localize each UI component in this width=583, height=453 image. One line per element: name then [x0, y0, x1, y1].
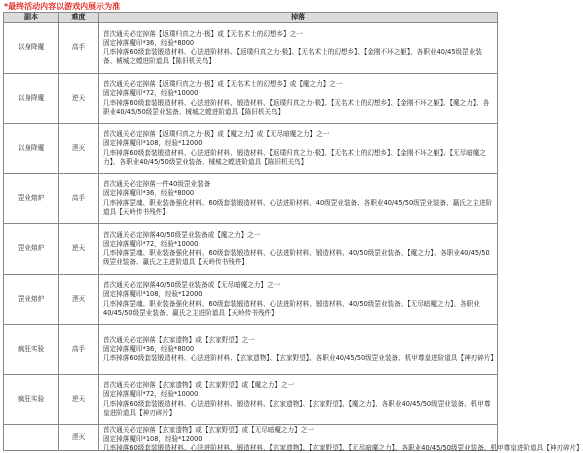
- header-mode: 副本: [4, 13, 59, 23]
- row-difficulty: 湮灭: [59, 425, 99, 451]
- drop-table: [3, 12, 583, 453]
- row-drops: [99, 124, 498, 174]
- table-row: [4, 275, 498, 325]
- drop-line: 几率掉落罡魂、职业装备强化材料、60级套装锻造材料、心法进阶材料、40级罡业装备、各职业40/45/50级罡业装备、赢氏之主进阶道具【天岭传书残件】: [103, 198, 493, 216]
- row-difficulty: 湮灭: [59, 275, 99, 325]
- row-difficulty: 湮灭: [59, 124, 99, 174]
- drop-line: 固定掉落魔印*108，经验*12000: [103, 435, 203, 444]
- row-drops: [99, 74, 498, 124]
- table-row: [4, 124, 498, 174]
- table-row: [4, 375, 498, 425]
- drop-line: 首次通关必定掉落【玄家遗物】或【玄家野望】或【魔之力】之一: [103, 381, 295, 390]
- table-row: [4, 23, 498, 74]
- row-mode: 疯狂实验: [4, 325, 59, 375]
- row-difficulty: 逆天: [59, 224, 99, 275]
- table-row: [4, 224, 498, 275]
- drop-line: 固定掉落魔印*108，经验*12000: [103, 139, 203, 148]
- drop-line: 固定掉落魔印*36，经验*8000: [103, 189, 195, 198]
- row-difficulty: 逆天: [59, 74, 99, 124]
- drop-line: 首次通关必定掉落40/50级罡业装备或【无尽暗魔之力】之一: [103, 281, 281, 290]
- drop-line: 首次通关必定掉落【玄家遗物】或【玄家野望】或【无尽暗魔之力】之一: [103, 426, 314, 434]
- notice-text: *最终活动内容以游戏内展示为准: [4, 2, 121, 11]
- drop-line: 几率掉落60级套装锻造材料、心法进阶材料、【玄家遗物】、【玄家野望】、各职业40/45/50级罡业装备、机甲尊皇进阶道具【神刃碎片】: [103, 354, 498, 363]
- drop-line: 几率掉落60级套装锻造材料、心法进阶材料、锻造材料、【返璞归真之力·极】、【无名术士的幻想乡】、【金刚不坏之躯】、【无尽暗魔之力】、各职业40/45/50级罡业装备、械城之螳进阶道具【陈旧机关鸟】: [103, 148, 487, 166]
- row-drops: [99, 23, 498, 74]
- table-row: [4, 174, 498, 224]
- row-difficulty: 高手: [59, 174, 99, 224]
- drop-line: 首次通关必定掉落40/50级罡业装备或【魔之力】之一: [103, 230, 261, 239]
- row-mode: 以身降魔: [4, 23, 59, 74]
- row-drops: [99, 375, 498, 425]
- drop-line: 首次通关必定掉落【玄家遗物】或【玄家野望】之一: [103, 335, 255, 344]
- drop-line: 几率掉落罡魂、职业装备强化材料、60级套装锻造材料、心法进阶材料、锻造材料、40/50级罡业装备、【魔之力】、各职业40/45/50级罡业装备、赢氏之主进阶道具【天岭传书残件】: [103, 249, 490, 267]
- drop-line: 首次通关必定掉落【返璞归真之力·极】或【魔之力】或【无尽暗魔之力】之一: [103, 130, 330, 139]
- drop-line: 固定掉落魔印*72，经验*10000: [103, 390, 199, 399]
- row-drops: [99, 174, 498, 224]
- row-mode: 罡业熔炉: [4, 224, 59, 275]
- row-mode: 以身降魔: [4, 74, 59, 124]
- table-row: [4, 425, 498, 451]
- row-drops: [99, 275, 498, 325]
- header-difficulty: 难度: [59, 13, 99, 23]
- drop-line: 首次通关必定掉落【返璞归真之力·极】或【无名术士的幻想乡】或【魔之力】之一: [103, 80, 343, 89]
- header-drops: 掉落: [99, 13, 498, 23]
- row-mode: 罡业熔炉: [4, 275, 59, 325]
- row-difficulty: 逆天: [59, 375, 99, 425]
- drop-line: 固定掉落魔印*36，经验*8000: [103, 344, 195, 353]
- row-mode: 以身降魔: [4, 124, 59, 174]
- row-difficulty: 高手: [59, 23, 99, 74]
- drop-line: 首次通关必定掉落一件40级罡业装备: [103, 180, 211, 189]
- row-drops: [99, 325, 498, 375]
- drop-line: 几率掉落60级套装锻造材料、心法进阶材料、【返璞归真之力·极】、【无名术士的幻想乡】、【金刚不坏之躯】、各职业40/45级罡业装备、械城之螳进阶道具【陈旧机关鸟】: [103, 48, 482, 66]
- drop-line: 固定掉落魔印*36，经验*8000: [103, 38, 195, 47]
- table-row: [4, 325, 498, 375]
- table-header-row: [4, 13, 498, 23]
- row-difficulty: 高手: [59, 325, 99, 375]
- drop-line: 首次通关必定掉落【返璞归真之力·极】或【无名术士的幻想乡】之一: [103, 29, 303, 38]
- drop-line: 几率掉落罡魂、职业装备强化材料、60级套装锻造材料、心法进阶材料、锻造材料、40/50级罡业装备、【无尽暗魔之力】、各职业40/45/50级罡业装备、赢氏之主进阶道具【天岭传书残件】: [103, 299, 480, 317]
- row-drops: [99, 425, 583, 453]
- drop-line: 几率掉落60级套装锻造材料、心法进阶材料、锻造材料、【返璞归真之力·极】、【无名术士的幻想乡】、【金刚不坏之躯】、【魔之力】、各职业40/45/50级罡业装备、械城之螳进阶道具【陈旧机关鸟】: [103, 98, 490, 116]
- drop-line: 几率掉落60级套装锻造材料、心法进阶材料、锻造材料、【玄家遗物】、【玄家野望】、【无尽暗魔之力】、各职业40/45/50级罡业装备、机甲尊皇进阶道具【神刃碎片】: [103, 444, 583, 453]
- table-row: [4, 74, 498, 124]
- row-drops: [99, 224, 498, 275]
- drop-line: 固定掉落魔印*72，经验*10000: [103, 239, 199, 248]
- drop-line: 固定掉落魔印*72，经验*10000: [103, 89, 199, 98]
- drop-line: 几率掉落60级套装锻造材料、心法进阶材料、锻造材料、【玄家遗物】、【玄家野望】、【魔之力】、各职业40/45/50级罡业装备、机甲尊皇进阶道具【神刃碎片】: [103, 399, 491, 417]
- row-mode: 疯狂实验: [4, 375, 59, 425]
- row-mode: [4, 425, 59, 451]
- row-mode: 罡业熔炉: [4, 174, 59, 224]
- drop-line: 固定掉落魔印*108，经验*12000: [103, 290, 203, 299]
